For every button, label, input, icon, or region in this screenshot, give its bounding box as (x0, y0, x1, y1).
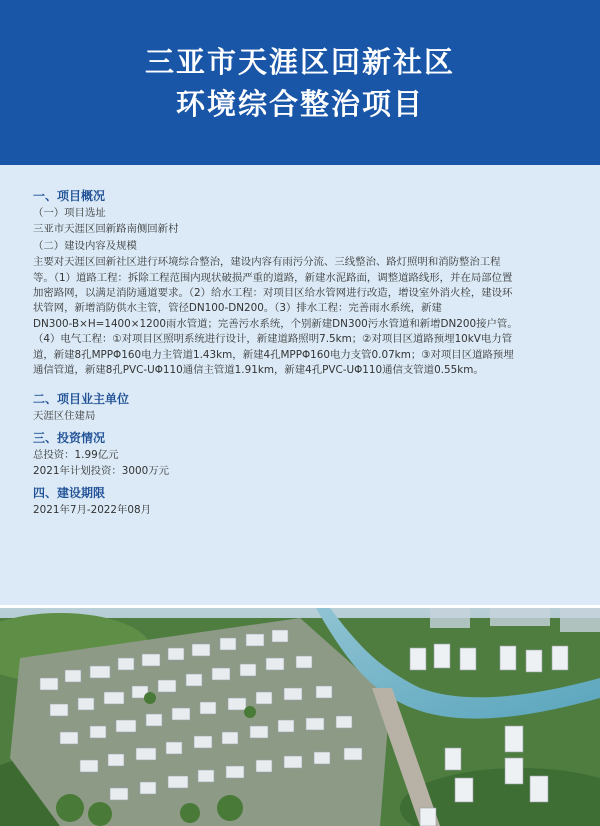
investment-2021: 2021年计划投资：3000万元 (33, 465, 170, 478)
scope-line: 主要对天涯区回新社区进行环境综合整治，建设内容有雨污分流、三线整治、路灯照明和消防整治工程 (33, 256, 501, 269)
scope-line: DN300-B×H=1400×1200雨水管道；完善污水系统，个别新建DN300污水管道和新增DN200接户管。 (33, 317, 518, 330)
scope-heading: （二）建设内容及规模 (33, 239, 137, 252)
scope-line: 通信管道，新建8孔PVC-UΦ110通信主管道1.91km，新建4孔PVC-UΦ110通信支管道0.55km。 (33, 364, 484, 377)
scope-description (33, 255, 570, 378)
aerial-rendering-image (0, 608, 600, 826)
project-info-panel (0, 165, 600, 605)
scope-line: 状管网，新增消防供水主管，管径DN100-DN200。（3）排水工程：完善雨水系统，新建 (33, 302, 442, 315)
scope-line: （4）电气工程：①对项目区照明系统进行设计，新建道路照明7.5km；②对项目区道路预埋10kV电力管 (33, 333, 513, 346)
section-investment-title: 三、投资情况 (33, 430, 106, 445)
investment-total: 总投资：1.99亿元 (33, 448, 119, 461)
period-text: 2021年7月-2022年08月 (33, 503, 152, 516)
scope-line: 等。（1）道路工程：拆除工程范围内现状破损严重的道路，新建水泥路面，调整道路线形，并在局部位置 (33, 271, 513, 284)
section-overview-title: 一、项目概况 (33, 189, 106, 203)
aerial-rendering-graphic (0, 608, 600, 826)
scope-line: 加密路网，以满足消防通道要求。（2）给水工程：对项目区给水管网进行改造，增设室外消火栓，建设环 (33, 287, 513, 300)
page-title-line2: 环境综合整治项目 (175, 86, 424, 121)
location-text: 三亚市天涯区回新路南侧回新村 (33, 223, 179, 236)
section-owner-title: 二、项目业主单位 (33, 392, 130, 407)
owner-text: 天涯区住建局 (33, 410, 96, 423)
page-title-line1: 三亚市天涯区回新社区 (144, 44, 455, 79)
title-banner (0, 0, 600, 165)
section-period-title: 四、建设期限 (33, 485, 106, 500)
scope-line: 道，新建8孔MPPΦ160电力主管道1.43km，新建4孔MPPΦ160电力支管0.07km；③对项目区道路预埋 (33, 348, 514, 361)
location-heading: （一）项目选址 (33, 207, 106, 219)
